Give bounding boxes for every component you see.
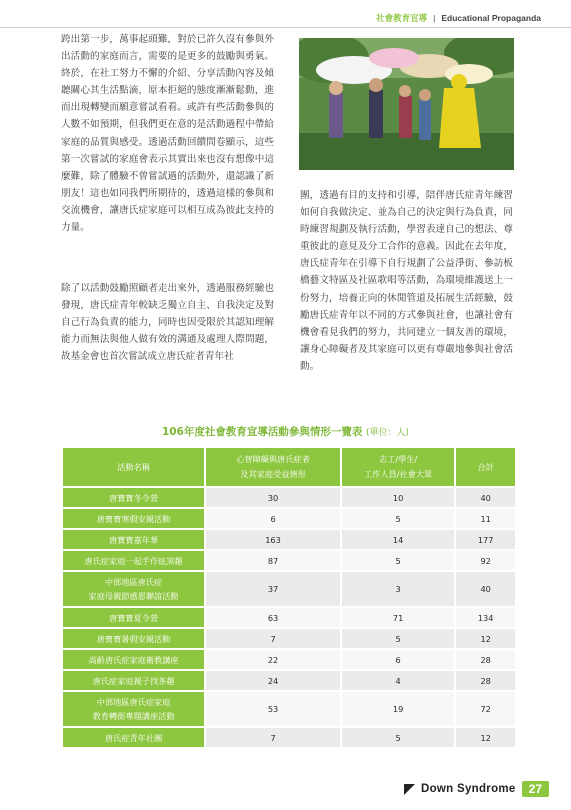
volunteers-cell: 5 <box>342 551 456 570</box>
volunteers-cell: 5 <box>342 509 456 528</box>
activity-name-line1: 中部地區唐氏症家庭 <box>96 697 171 707</box>
activity-name: 唐氏症家庭親子找茶趣 <box>92 675 175 686</box>
activity-name: 高齡唐氏症家庭衛教講座 <box>88 654 179 665</box>
volunteers-cell: 14 <box>342 530 456 549</box>
table-row <box>63 671 515 690</box>
table-row <box>63 572 515 606</box>
header-volunteers <box>342 448 456 486</box>
beneficiaries-cell: 24 <box>206 671 342 690</box>
activity-name-cell <box>63 608 206 627</box>
activity-name-cell <box>63 488 206 507</box>
volunteers-cell: 71 <box>342 608 456 627</box>
header-total: 合計 <box>456 448 515 486</box>
table-row <box>63 509 515 528</box>
beneficiaries-cell: 163 <box>206 530 342 549</box>
table-row <box>63 629 515 648</box>
total-cell: 11 <box>456 509 515 528</box>
volunteers-cell: 5 <box>342 728 456 747</box>
table-row <box>63 650 515 669</box>
participation-table <box>63 446 515 749</box>
table-row <box>63 692 515 726</box>
header-beneficiaries-line1: 心智障礙與唐氏症者 <box>236 454 310 464</box>
total-cell: 177 <box>456 530 515 549</box>
activity-name: 唐寶寶冬令營 <box>109 492 159 503</box>
table-row <box>63 530 515 549</box>
activity-name-cell <box>63 509 206 528</box>
total-cell: 40 <box>456 572 515 606</box>
table-title <box>0 424 571 439</box>
header-separator: | <box>433 13 436 23</box>
beneficiaries-cell: 63 <box>206 608 342 627</box>
table-row <box>63 551 515 570</box>
beneficiaries-cell: 37 <box>206 572 342 606</box>
volunteers-cell: 19 <box>342 692 456 726</box>
activity-name-cell <box>63 650 206 669</box>
total-cell: 28 <box>456 671 515 690</box>
activity-name: 唐寶寶嘉年華 <box>109 534 159 545</box>
body-paragraph-2: 除了以活動鼓勵照顧者走出來外，透過服務經驗也發現，唐氏症青年較缺乏獨立自主、自我決定及對自己行為負責的能力，同時也因受限於其認知理解能力而無法與他人做有效的溝通及處理人際問題，故基金會也首次嘗試成立唐氏症者青年社 <box>61 283 274 363</box>
table-unit: (單位：人) <box>366 428 410 438</box>
triangle-icon <box>404 784 415 795</box>
total-cell: 12 <box>456 629 515 648</box>
beneficiaries-cell: 22 <box>206 650 342 669</box>
total-cell: 92 <box>456 551 515 570</box>
volunteers-cell: 4 <box>342 671 456 690</box>
total-cell: 12 <box>456 728 515 747</box>
table-row <box>63 488 515 507</box>
table-row <box>63 608 515 627</box>
activity-photo <box>299 38 514 170</box>
activity-name-cell <box>63 530 206 549</box>
activity-name-cell <box>63 692 206 726</box>
activity-name-line1: 中部地區唐氏症 <box>104 577 163 587</box>
volunteers-cell: 3 <box>342 572 456 606</box>
activity-name-cell <box>63 572 206 606</box>
activity-name: 唐氏症青年社團 <box>104 732 163 743</box>
beneficiaries-cell: 7 <box>206 728 342 747</box>
total-cell: 40 <box>456 488 515 507</box>
volunteers-cell: 10 <box>342 488 456 507</box>
section-title-zh: 社會教育宣導 <box>376 13 428 23</box>
table-title-text: 106年度社會教育宣導活動參與情形一覽表 <box>161 426 363 438</box>
header-volunteers-line2: 工作人員/社會大眾 <box>363 469 433 479</box>
table-header-row <box>63 448 515 486</box>
body-paragraph-3: 團，透過有目的支持和引導，陪伴唐氏症青年練習如何自我做決定、並為自己的決定與行為負責，同時練習規劃及執行活動，學習表達自己的想法、尊重彼此的意見及分工合作的意義。因此在去年度，唐氏症青年在引導下自行規劃了公益淨街、參訪板橋藝文特區及社區歌唱等活動，為環境維護送上一份努力，培養正向的休閒管道及拓展生活經驗，鼓勵唐氏症青年以不同的方式參與社會，也讓社會有機會看見我們的努力，共同建立一個友善的環境，讓身心障礙者及其家庭可以更有尊嚴地參與社會活動。 <box>300 190 513 372</box>
header-rule <box>0 27 571 28</box>
volunteers-cell: 5 <box>342 629 456 648</box>
header-volunteers-line1: 志工/學生/ <box>378 454 418 464</box>
activity-name-cell <box>63 551 206 570</box>
page-number: 27 <box>522 781 549 797</box>
section-title-en: Educational Propaganda <box>441 13 541 23</box>
activity-name: 唐寶寶暑假安親活動 <box>96 633 171 644</box>
beneficiaries-cell: 30 <box>206 488 342 507</box>
total-cell: 28 <box>456 650 515 669</box>
beneficiaries-cell: 87 <box>206 551 342 570</box>
beneficiaries-cell: 7 <box>206 629 342 648</box>
header-activity-name: 活動名稱 <box>63 448 206 486</box>
header-beneficiaries <box>206 448 342 486</box>
running-header <box>376 12 541 24</box>
table-body <box>63 488 515 747</box>
activity-name: 唐氏症家庭一起手作炫窯趣 <box>84 555 183 566</box>
header-beneficiaries-line2: 及其家庭受益情形 <box>240 469 306 479</box>
activity-name: 唐寶寶寒假安親活動 <box>96 513 171 524</box>
activity-name-cell <box>63 671 206 690</box>
beneficiaries-cell: 6 <box>206 509 342 528</box>
body-paragraph-1: 跨出第一步，萬事起頭難，對於已許久沒有參與外出活動的家庭而言，需要的是更多的鼓勵與勇氣。終於，在社工努力不懈的介紹、分享活動內容及傾聽關心其生活點滴，原本拒絕的態度漸漸鬆動，進而出現轉變而願意嘗試看看。或許有些活動參與的人數不如預期，但我們更在意的是活動過程中帶給家庭的品質與感受。透過活動回饋問卷顯示，這些第一次嘗試的家庭會表示其實出來也沒有想像中這麼難，除了體驗不曾嘗試過的活動外，還認識了新朋友！這也如同我們所期待的，透過這樣的參與和交流機會，讓唐氏症家庭可以相互成為彼此支持的力量。 <box>61 34 274 234</box>
activity-name-cell <box>63 728 206 747</box>
total-cell: 134 <box>456 608 515 627</box>
total-cell: 72 <box>456 692 515 726</box>
table-row <box>63 728 515 747</box>
activity-name: 唐寶寶夏令營 <box>109 612 159 623</box>
page-footer <box>404 781 549 797</box>
activity-name-line2: 教育轉銜專題講座活動 <box>92 711 175 721</box>
beneficiaries-cell: 53 <box>206 692 342 726</box>
volunteers-cell: 6 <box>342 650 456 669</box>
footer-title: Down Syndrome <box>421 783 516 795</box>
activity-name-line2: 家庭母親節感恩聯誼活動 <box>88 591 179 601</box>
activity-name-cell <box>63 629 206 648</box>
